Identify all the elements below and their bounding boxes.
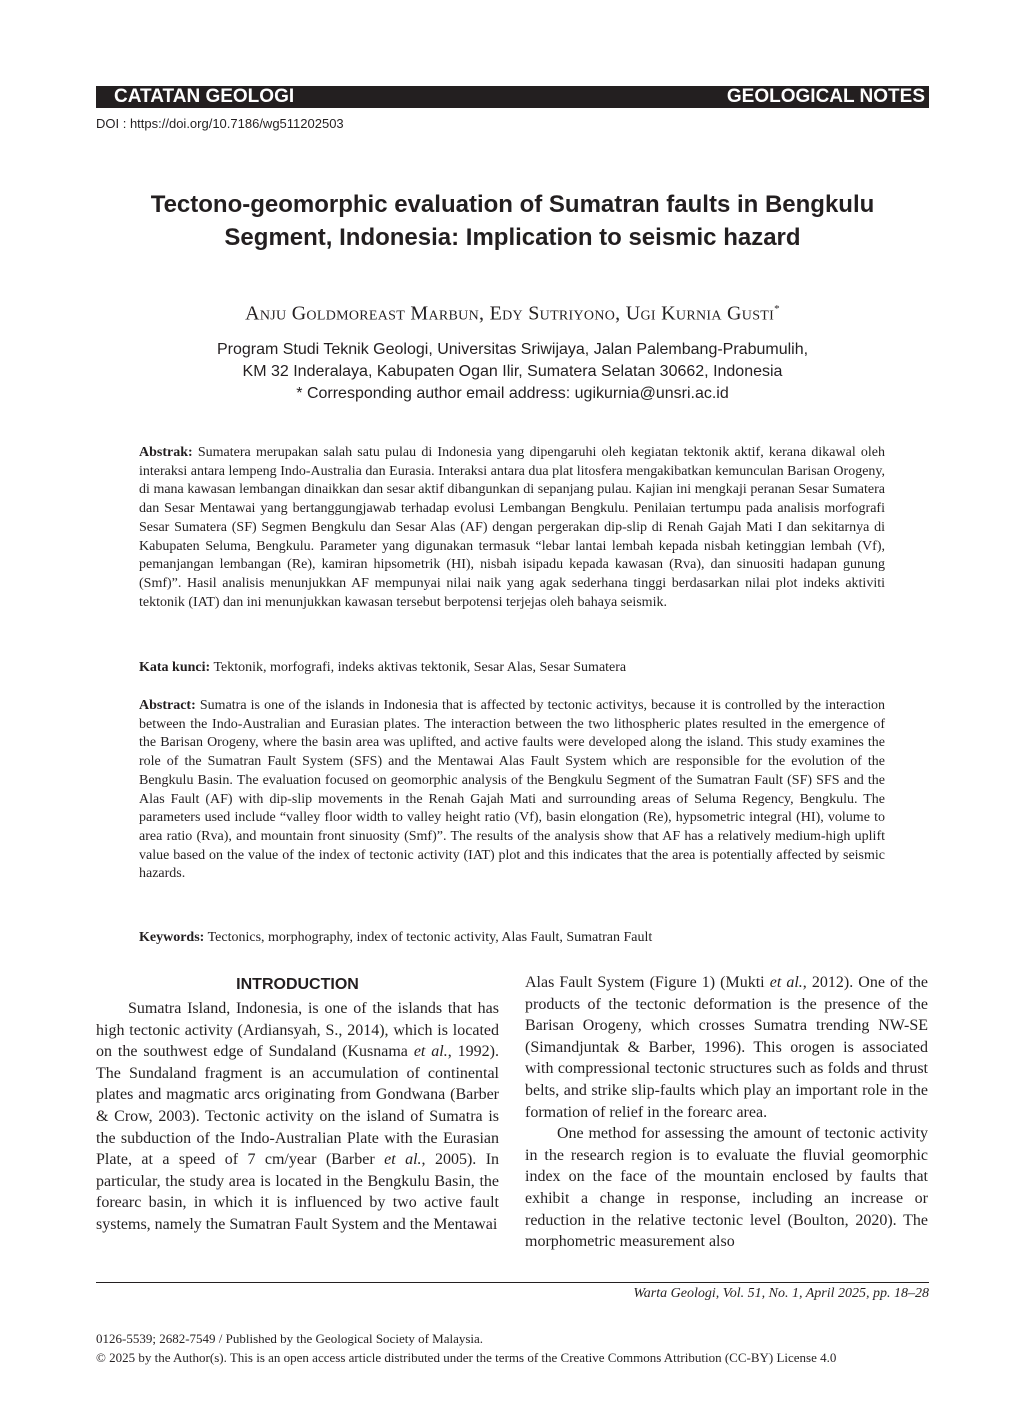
body-text: Sumatra Island, Indonesia, is one of the islands that has high tectonic activity (Ardiansyah, S., 2014), which is located on the southwest edge of Sundaland (Kusnama (96, 1000, 499, 1061)
intro-paragraph-1 (96, 998, 499, 1236)
footer-divider (96, 1282, 929, 1283)
keywords-label: Keywords: (139, 930, 205, 945)
intro-paragraph-1-continued (525, 972, 928, 1123)
body-text: Alas Fault System (Figure 1) (Mukti (525, 974, 770, 991)
publisher-line: 0126-5539; 2682-7549 / Published by the Geological Society of Malaysia. (96, 1331, 484, 1346)
body-text: , 1992). The Sundaland fragment is an accumulation of continental plates and magmatic arcs originating from Gondwana (Barber & Crow, 2003). Tectonic activity on the island of Sumatra is the subduction of the Indo-Australian Plate with the Eurasian Plate, at a speed of 7 cm/year (Barber (96, 1043, 499, 1169)
abstract-paragraph (139, 697, 885, 884)
header-bar (96, 86, 929, 108)
abstrak-paragraph (139, 444, 885, 612)
kata-kunci-paragraph (139, 659, 885, 678)
abstract-label: Abstract: (139, 698, 196, 713)
journal-citation: Warta Geologi, Vol. 51, No. 1, April 2025, pp. 18–28 (633, 1286, 929, 1301)
paper-title (96, 188, 929, 254)
kata-kunci-label: Kata kunci: (139, 660, 211, 675)
keywords-paragraph (139, 929, 885, 948)
affiliation-line-1: Program Studi Teknik Geologi, Universitas Sriwijaya, Jalan Palembang-Prabumulih, (216, 341, 809, 358)
author-names: Anju Goldmoreast Marbun, Edy Sutriyono, Ugi Kurnia Gusti (245, 302, 775, 325)
abstrak-label: Abstrak: (139, 445, 193, 460)
keywords-text: Tectonics, morphography, index of tectonic activity, Alas Fault, Sumatran Fault (207, 930, 653, 945)
affiliation-line-2: KM 32 Inderalaya, Kabupaten Ogan Ilir, Sumatera Selatan 30662, Indonesia (242, 363, 783, 380)
kata-kunci-text: Tektonik, morfografi, indeks aktivas tektonik, Sesar Alas, Sesar Sumatera (213, 660, 627, 675)
citation-et-al: et al. (769, 974, 803, 991)
intro-paragraph-2: One method for assessing the amount of tectonic activity in the research region is to evaluate the fluvial geomorphic index on the face of the mountain enclosed by faults that exhibit a change in response, including an increase or reduction in the relative tectonic level (Boulton, 2020). The morphometric measurement also (525, 1125, 928, 1251)
body-column-left (96, 975, 499, 1236)
body-text: , 2012). One of the products of the tectonic deformation is the presence of the Barisan Orogeny, which crosses Sumatra trending NW-SE (Simandjuntak & Barber, 1996). This orogen is associated with compressional tectonic structures such as folds and thrust belts, and strike slip-faults which play an important role in the formation of relief in the forearc area. (525, 974, 928, 1121)
section-heading-introduction: INTRODUCTION (236, 976, 359, 993)
license-line: © 2025 by the Author(s). This is an open access article distributed under the terms of the Creative Commons Attribution (CC-BY) License 4.0 (96, 1350, 837, 1365)
abstract-text: Sumatra is one of the islands in Indonesia that is affected by tectonic activitys, because it is controlled by the interaction between the Indo-Australian and Eurasian plates. The interaction between the two lithospheric plates resulted in the emergence of the Barisan Orogeny, where the basin area was uplifted, and active faults were developed along the island. This study examines the role of the Sumatran Fault System (SFS) and the Mentawai Alas Fault System which are responsible for the evolution of the Bengkulu Basin. The evaluation focused on geomorphic analysis of the Bengkulu Segment of the Sumatran Fault (SF) SFS and the Alas Fault (AF) with dip-slip movements in the Renah Gajah Mati and surrounding areas of Seluma Regency, Bengkulu. The parameters used include “valley floor width to valley height ratio (Vf), basin elongation (Re), hypsometric integral (HI), volume to area ratio (Rva), and mountain front sinuosity (Smf)”. The results of the analysis show that AF has a relatively medium-high uplift value based on the value of the index of tectonic activity (IAT) plot and this indicates that the area is potentially affected by seismic hazards. (139, 698, 886, 882)
citation-et-al: et al. (384, 1151, 422, 1169)
author-list (96, 296, 929, 327)
header-section-label-left: CATATAN GEOLOGI (114, 86, 295, 107)
affiliation (96, 339, 929, 405)
corresponding-email: * Corresponding author email address: ugikurnia@unsri.ac.id (296, 385, 729, 402)
citation-et-al: et al. (413, 1043, 448, 1061)
corresponding-author-mark: * (774, 303, 780, 315)
abstrak-text: Sumatera merupakan salah satu pulau di Indonesia yang dipengaruhi oleh kegiatan tektonik aktif, kerana dikawal oleh interaksi antara lempeng Indo-Australia dan Eurasia. Interaksi antara dua plat litosfera mengakibatkan kemunculan Barisan Orogeny, di mana kawasan lembangan dinaikkan dan sesar aktif dibangunkan di sepanjang pulau. Kajian ini mengkaji peranan Sesar Sumatera dan Sesar Mentawai yang bertanggungjawab terhadap evolusi Lembangan Bengkulu. Penilaian tertumpu pada analisis morfografi Sesar Sumatera (SF) Segmen Bengkulu dan Sesar Alas (AF) dengan pergerakan dip-slip di Renah Gajah Mati I dan sekitarnya di Kabupaten Seluma, Bengkulu. Parameter yang digunakan termasuk “lebar lantai lembah kepada nisbah ketinggian lembah (Vf), pemanjangan lembangan (Re), kamiran hipsometrik (HI), nisbah isipadu kepada kawasan (Rva), dan sinuositi hadapan gunung (Smf)”. Hasil analisis menunjukkan AF mempunyai nilai naik yang agak sederhana tinggi berdasarkan nilai plot indeks aktiviti tektonik (IAT) dan ini menunjukkan kawasan tersebut berpotensi terjejas oleh bahaya seismik. (139, 445, 886, 610)
body-text: , 2005). In particular, the study area is located in the Bengkulu Basin, the forearc basin, in which it is influenced by two active fault systems, namely the Sumatran Fault System and the Mentawai (96, 1151, 500, 1233)
header-section-label-right: GEOLOGICAL NOTES (726, 86, 925, 107)
doi-link[interactable]: DOI : https://doi.org/10.7186/wg511202503 (96, 116, 344, 131)
body-column-right (525, 972, 928, 1253)
title-line-1: Tectono-geomorphic evaluation of Sumatran faults in Bengkulu (150, 191, 875, 218)
title-line-2: Segment, Indonesia: Implication to seismic hazard (224, 224, 801, 251)
